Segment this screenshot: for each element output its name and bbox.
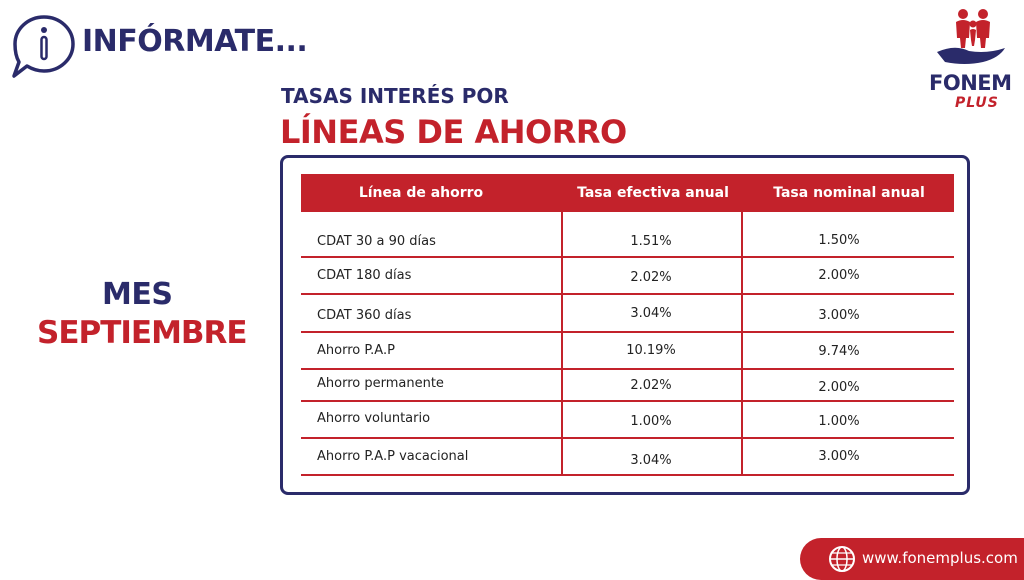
row-divider: [301, 474, 954, 476]
table-row-nominal: 2.00%: [818, 268, 860, 283]
table-row-effective: 1.51%: [630, 234, 672, 249]
row-divider: [301, 437, 954, 439]
table-row-effective: 2.02%: [630, 378, 672, 393]
period-month: SEPTIEMBRE: [37, 315, 247, 351]
table-row-effective: 2.02%: [630, 270, 672, 285]
table-row-nominal: 1.50%: [818, 233, 860, 248]
table-row-nominal: 3.00%: [818, 449, 860, 464]
table-row-line: CDAT 30 a 90 días: [317, 234, 436, 249]
row-divider: [301, 400, 954, 402]
table-row-nominal: 9.74%: [818, 344, 860, 359]
row-divider: [301, 331, 954, 333]
row-divider: [301, 368, 954, 370]
globe-icon: [828, 545, 856, 573]
column-divider: [741, 212, 743, 474]
informate-heading: INFÓRMATE...: [82, 24, 308, 59]
page-subtitle: TASAS INTERÉS POR: [281, 84, 509, 108]
table-row-effective: 1.00%: [630, 414, 672, 429]
row-divider: [301, 256, 954, 258]
row-divider: [301, 293, 954, 295]
brand-tagline: PLUS: [955, 95, 999, 111]
column-divider: [561, 212, 563, 474]
table-row-effective: 10.19%: [626, 343, 676, 358]
page-title: LÍNEAS DE AHORRO: [280, 113, 627, 151]
table-row-line: Ahorro permanente: [317, 376, 444, 391]
column-header-nominal: Tasa nominal anual: [773, 184, 925, 201]
table-row-line: CDAT 360 días: [317, 308, 412, 323]
table-row-nominal: 2.00%: [818, 380, 860, 395]
table-header: [301, 174, 954, 212]
column-header-effective: Tasa efectiva anual: [577, 184, 729, 201]
info-bubble-icon: [11, 13, 77, 79]
table-row-effective: 3.04%: [630, 453, 672, 468]
table-row-line: Ahorro P.A.P vacacional: [317, 449, 469, 464]
period-label: MES: [102, 277, 173, 312]
table-row-line: Ahorro voluntario: [317, 411, 431, 426]
brand-name: FONEM: [929, 71, 1012, 95]
table-row-line: Ahorro P.A.P: [317, 343, 395, 358]
table-row-line: CDAT 180 días: [317, 268, 412, 283]
column-header-line: Línea de ahorro: [358, 184, 484, 201]
website-link[interactable]: www.fonemplus.com: [862, 549, 1018, 567]
table-row-nominal: 3.00%: [818, 308, 860, 323]
table-row-effective: 3.04%: [630, 306, 672, 321]
table-row-nominal: 1.00%: [818, 414, 860, 429]
